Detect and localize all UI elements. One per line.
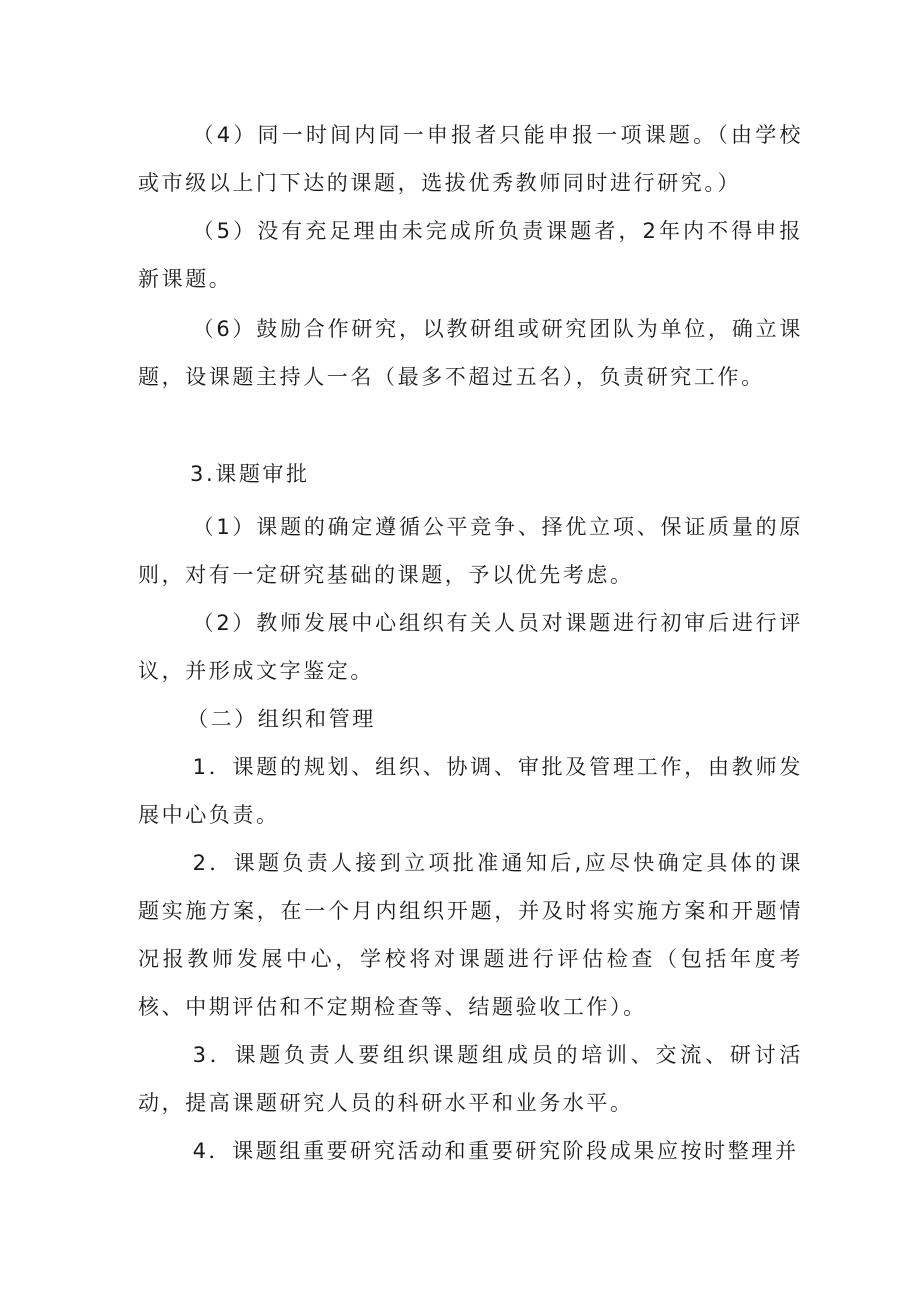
section-heading-organization: （二）组织和管理 [187, 707, 376, 731]
paragraph-item-5: （5）没有充足理由未完成所负责课题者，2年内不得申报新课题。 [138, 219, 803, 291]
paragraph-organization-4: 4．课题组重要研究活动和重要研究阶段成果应按时整理并 [192, 1139, 799, 1163]
paragraph-organization-3: 3．课题负责人要组织课题组成员的培训、交流、研讨活动，提高课题研究人员的科研水平和业务水平。 [138, 1043, 803, 1115]
section-heading-review: 3.课题审批 [190, 462, 310, 486]
paragraph-organization-2: 2．课题负责人接到立项批准通知后,应尽快确定具体的课题实施方案，在一个月内组织开题，并及时将实施方案和开题情况报教师发展中心，学校将对课题进行评估检查（包括年度考核、中期评估和不定期检查等、结题验收工作）。 [138, 851, 803, 1019]
paragraph-item-6: （6）鼓励合作研究，以教研组或研究团队为单位，确立课题，设课题主持人一名（最多不超过五名），负责研究工作。 [138, 317, 803, 389]
paragraph-review-1: （1）课题的确定遵循公平竞争、择优立项、保证质量的原则，对有一定研究基础的课题，予以优先考虑。 [138, 515, 803, 587]
paragraph-item-4: （4）同一时间内同一申报者只能申报一项课题。（由学校或市级以上门下达的课题，选拔优秀教师同时进行研究。） [138, 123, 803, 195]
paragraph-organization-1: 1．课题的规划、组织、协调、审批及管理工作，由教师发展中心负责。 [138, 755, 803, 827]
paragraph-review-2: （2）教师发展中心组织有关人员对课题进行初审后进行评议，并形成文字鉴定。 [138, 611, 803, 683]
